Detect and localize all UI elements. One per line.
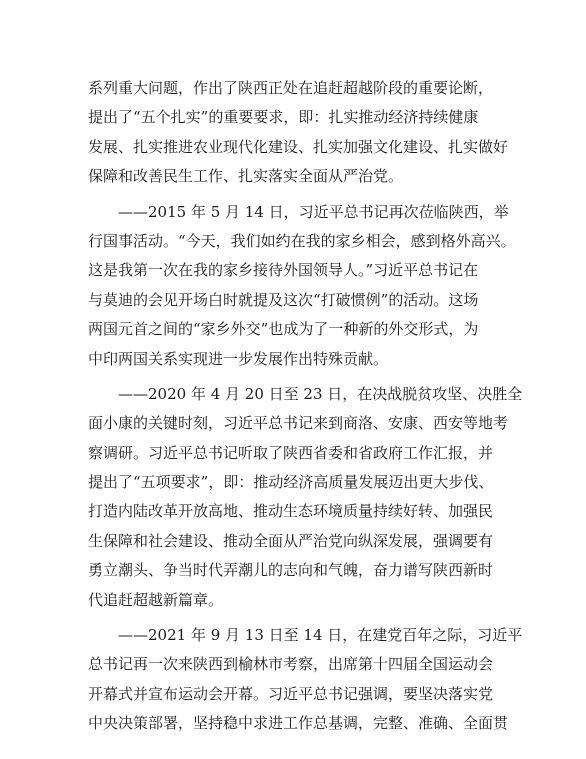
text-line: 代追赶超越新篇章。 — [88, 590, 224, 609]
text-line: 提出了“五个扎实”的重要要求，即：扎实推动经济持续健康 — [88, 108, 479, 127]
text-line: 生保障和社会建设、推动全面从严治党向纵深发展，强调要有 — [88, 531, 494, 550]
text-line: 察调研。习近平总书记听取了陕西省委和省政府工作汇报，并 — [88, 443, 494, 462]
text-line: 总书记再一次来陕西到榆林市考察，出席第十四届全国运动会 — [88, 655, 494, 674]
text-line: 提出了“五项要求”，即：推动经济高质量发展迈出更大步伐、 — [88, 473, 494, 492]
text-line: 这是我第一次在我的家乡接待外国领导人。”习近平总书记在 — [88, 261, 479, 280]
text-line: 与莫迪的会见开场白时就提及这次“打破惯例”的活动。这场 — [88, 290, 479, 309]
text-line: 面小康的关键时刻，习近平总书记来到商洛、安康、西安等地考 — [88, 414, 509, 433]
text-line: 中央决策部署，坚持稳中求进工作总基调，完整、准确、全面贯 — [88, 714, 509, 733]
text-line: ——2020 年 4 月 20 日至 23 日，在决战脱贫攻坚、决胜全 — [118, 384, 523, 403]
body-text — [88, 74, 523, 739]
text-line: 发展、扎实推进农业现代化建设、扎实加强文化建设、扎实做好 — [88, 137, 509, 156]
text-line: 打造内陆改革开放高地、推动生态环境质量持续好转、加强民 — [88, 502, 494, 521]
paragraph — [88, 621, 523, 739]
text-line: 系列重大问题，作出了陕西正处在追赶超越阶段的重要论断， — [88, 79, 494, 97]
text-line: 勇立潮头、争当时代弄潮儿的志向和气魄，奋力谱写陕西新时 — [88, 561, 494, 580]
text-line: ——2015 年 5 月 14 日，习近平总书记再次莅临陕西，举 — [118, 202, 509, 221]
text-line: 中印两国关系实现进一步发展作出特殊贡献。 — [88, 349, 389, 368]
text-line: 开幕式并宣布运动会开幕。习近平总书记强调，要坚决落实党 — [88, 684, 494, 703]
paragraph — [88, 74, 508, 192]
text-line: ——2021 年 9 月 13 日至 14 日，在建党百年之际，习近平 — [118, 626, 523, 645]
paragraph — [88, 198, 516, 374]
text-line: 保障和改善民生工作、扎实落实全面从严治党。 — [88, 167, 404, 186]
paragraph — [88, 380, 523, 615]
text-line: 两国元首之间的“家乡外交”也成为了一种新的外交形式，为 — [88, 320, 479, 339]
text-line: 行国事活动。“今天，我们如约在我的家乡相会，感到格外高兴。 — [88, 231, 516, 250]
